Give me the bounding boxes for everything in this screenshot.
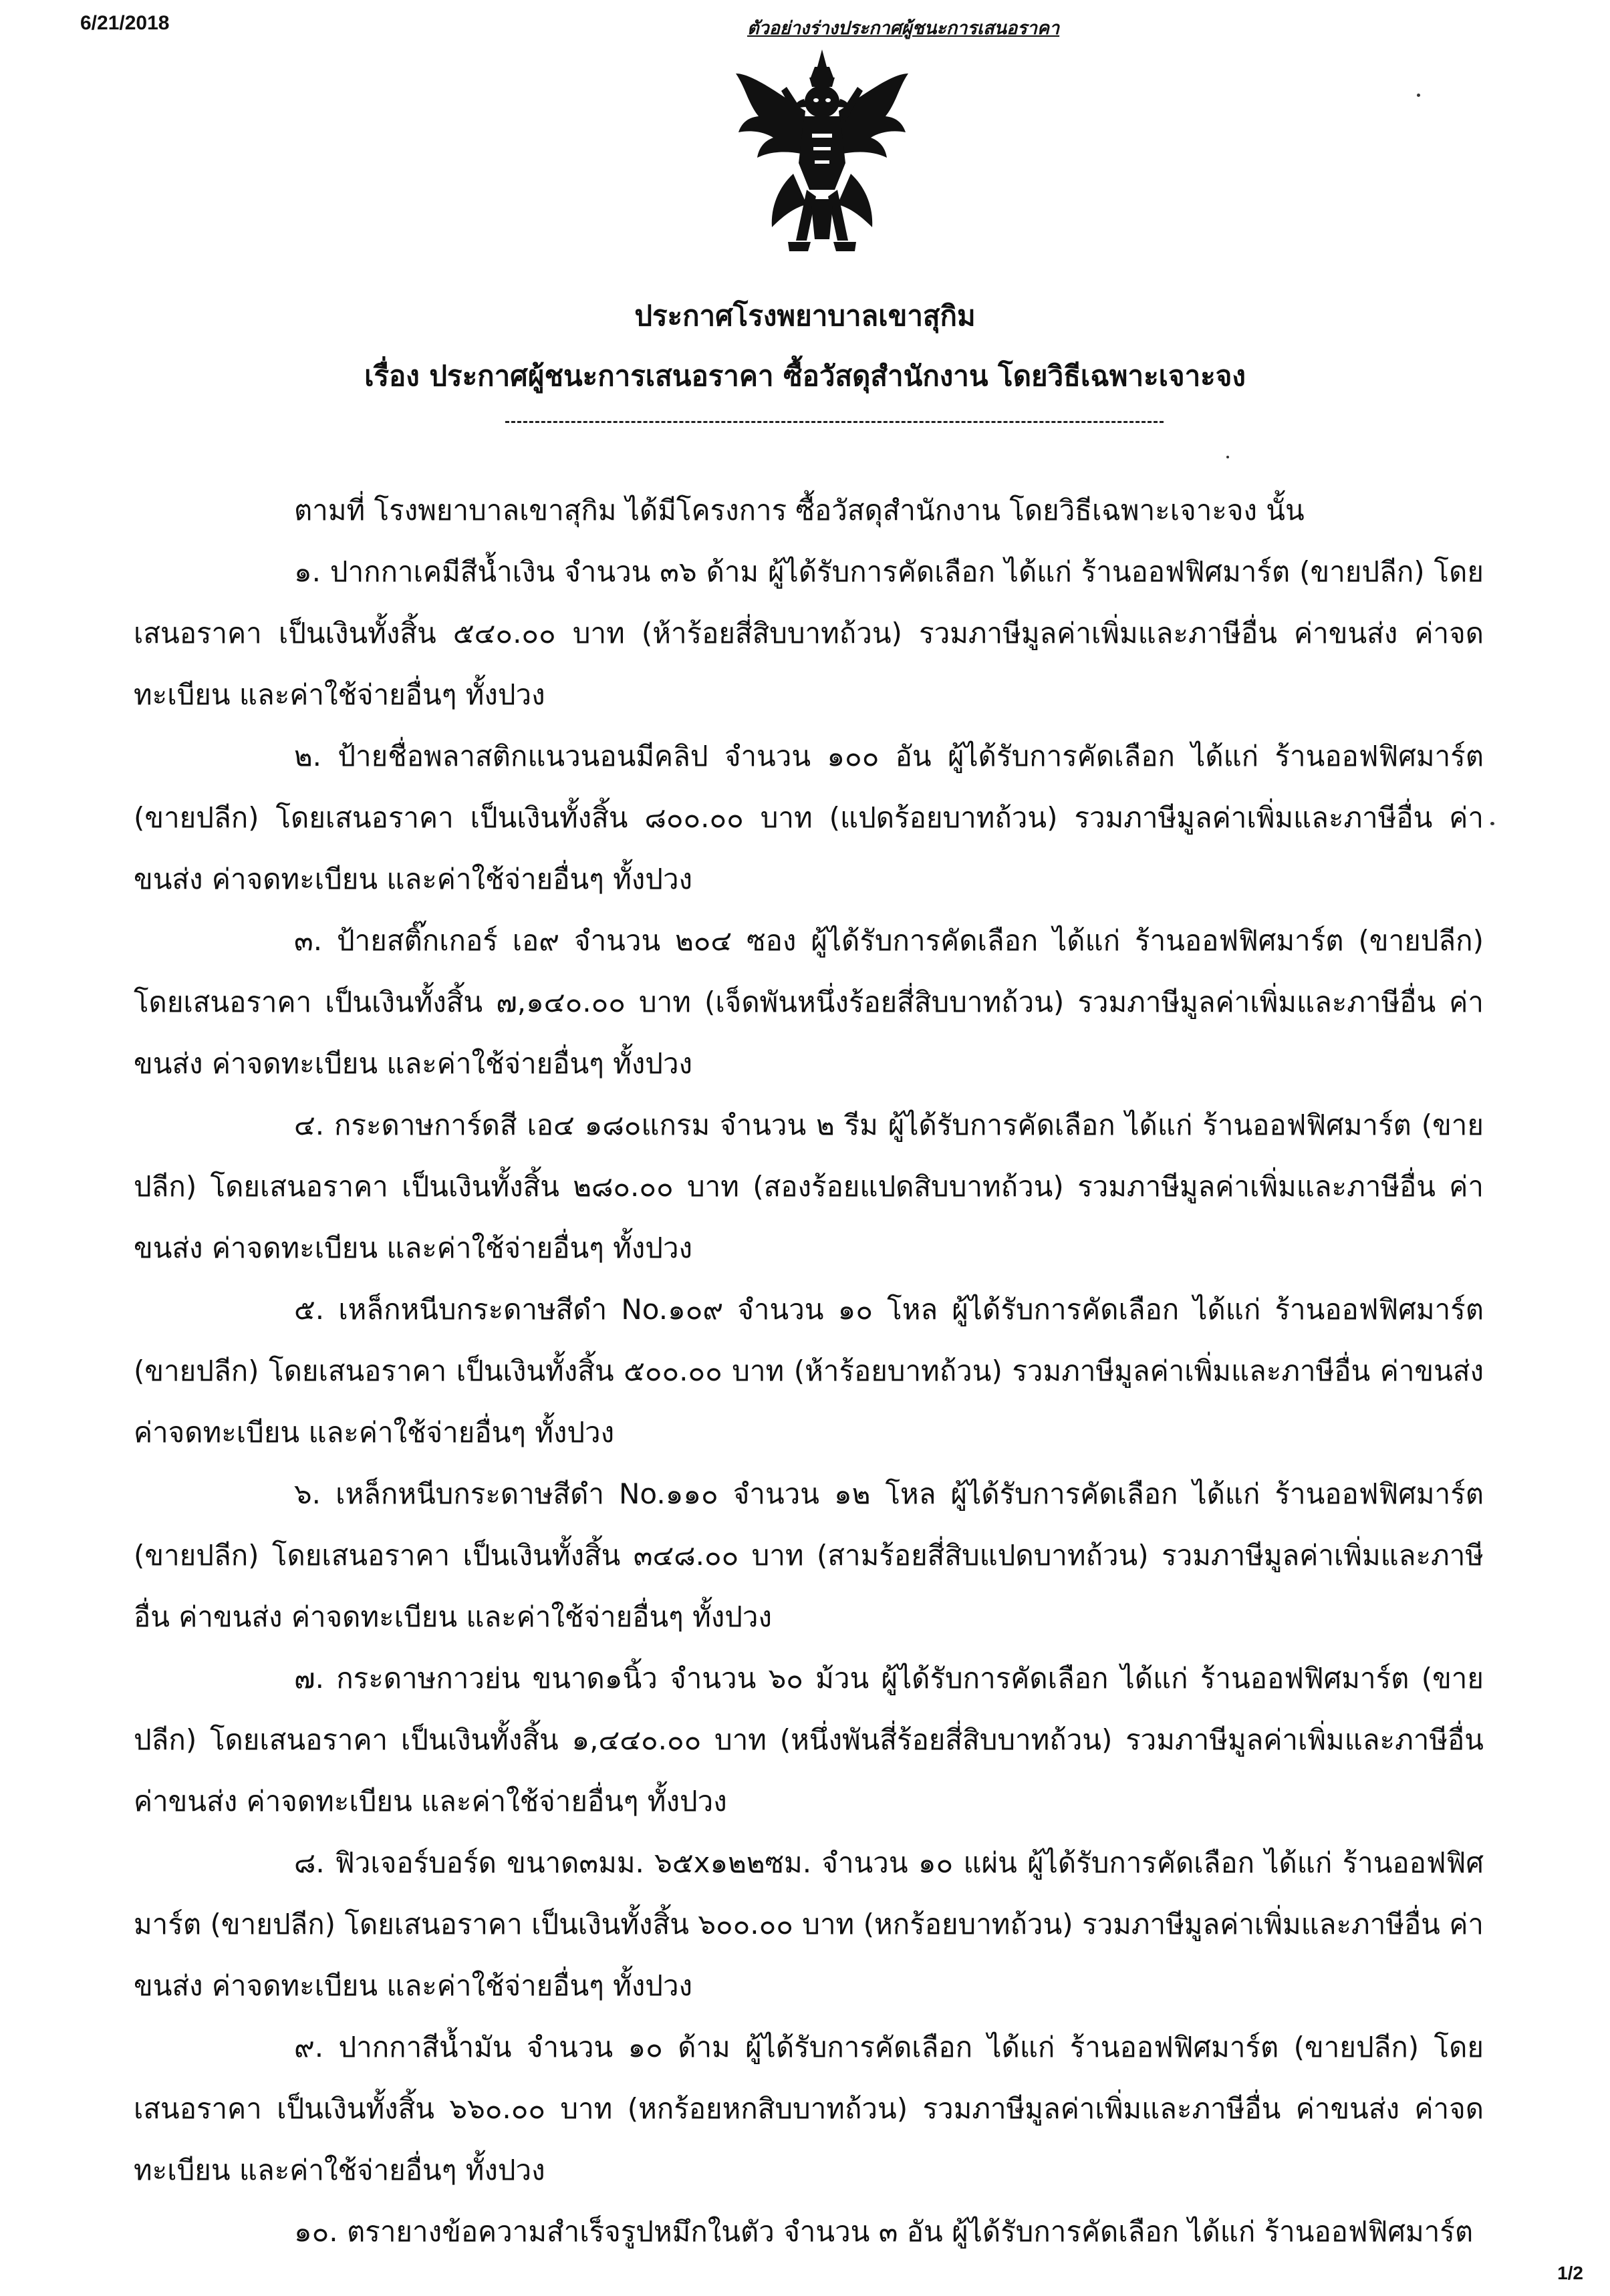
print-date: 6/21/2018 [80, 12, 170, 34]
announcement-body [134, 480, 1484, 2263]
page-number: 1/2 [1557, 2263, 1583, 2283]
item-paragraph: ๒. ป้ายชื่อพลาสติกแนวนอนมีคลิป จำนวน ๑๐๐ อัน ผู้ได้รับการคัดเลือก ได้แก่ ร้านออฟฟิศมาร์ต (ขายปลีก) โดยเสนอราคา เป็นเงินทั้งสิ้น ๘๐๐.๐๐ บาท (แปดร้อยบาทถ้วน) รวมภาษีมูลค่าเพิ่มและภาษีอื่น ค่าขนส่ง ค่าจดทะเบียน และค่าใช้จ่ายอื่นๆ ทั้งปวง [134, 740, 1484, 895]
garuda-emblem-icon [732, 47, 912, 267]
scan-speck [1490, 822, 1494, 825]
item-paragraph: ๑๐. ตรายางข้อความสำเร็จรูปหมึกในตัว จำนวน ๓ อัน ผู้ได้รับการคัดเลือก ได้แก่ ร้านออฟฟิศมาร์ต [294, 2215, 1474, 2248]
item-paragraph: ๑. ปากกาเคมีสีน้ำเงิน จำนวน ๓๖ ด้าม ผู้ได้รับการคัดเลือก ได้แก่ ร้านออฟฟิศมาร์ต (ขายปลีก) โดยเสนอราคา เป็นเงินทั้งสิ้น ๕๔๐.๐๐ บาท (ห้าร้อยสี่สิบบาทถ้วน) รวมภาษีมูลค่าเพิ่มและภาษีอื่น ค่าขนส่ง ค่าจดทะเบียน และค่าใช้จ่ายอื่นๆ ทั้งปวง [134, 555, 1484, 711]
item-paragraph: ๙. ปากกาสีน้ำมัน จำนวน ๑๐ ด้าม ผู้ได้รับการคัดเลือก ได้แก่ ร้านออฟฟิศมาร์ต (ขายปลีก) โดยเสนอราคา เป็นเงินทั้งสิ้น ๖๖๐.๐๐ บาท (หกร้อยหกสิบบาทถ้วน) รวมภาษีมูลค่าเพิ่มและภาษีอื่น ค่าขนส่ง ค่าจดทะเบียน และค่าใช้จ่ายอื่นๆ ทั้งปวง [134, 2031, 1484, 2186]
intro-paragraph: ตามที่ โรงพยาบาลเขาสุกิม ได้มีโครงการ ซื้อวัสดุสำนักงาน โดยวิธีเฉพาะเจาะจง นั้น [294, 494, 1305, 527]
scan-speck [1417, 94, 1420, 97]
item-paragraph: ๕. เหล็กหนีบกระดาษสีดำ No.๑๐๙ จำนวน ๑๐ โหล ผู้ได้รับการคัดเลือก ได้แก่ ร้านออฟฟิศมาร์ต (ขายปลีก) โดยเสนอราคา เป็นเงินทั้งสิ้น ๕๐๐.๐๐ บาท (ห้าร้อยบาทถ้วน) รวมภาษีมูลค่าเพิ่มและภาษีอื่น ค่าขนส่ง ค่าจดทะเบียน และค่าใช้จ่ายอื่นๆ ทั้งปวง [134, 1293, 1484, 1449]
item-paragraph: ๗. กระดาษกาวย่น ขนาด๑นิ้ว จำนวน ๖๐ ม้วน ผู้ได้รับการคัดเลือก ได้แก่ ร้านออฟฟิศมาร์ต (ขายปลีก) โดยเสนอราคา เป็นเงินทั้งสิ้น ๑,๔๔๐.๐๐ บาท (หนึ่งพันสี่ร้อยสี่สิบบาทถ้วน) รวมภาษีมูลค่าเพิ่มและภาษีอื่น ค่าขนส่ง ค่าจดทะเบียน และค่าใช้จ่ายอื่นๆ ทั้งปวง [134, 1662, 1484, 1818]
page-subject: เรื่อง ประกาศผู้ชนะการเสนอราคา ซื้อวัสดุสำนักงาน โดยวิธีเฉพาะเจาะจง [364, 360, 1246, 392]
draft-label: ตัวอย่างร่างประกาศผู้ชนะการเสนอราคา [747, 18, 1060, 39]
item-paragraph: ๖. เหล็กหนีบกระดาษสีดำ No.๑๑๐ จำนวน ๑๒ โหล ผู้ได้รับการคัดเลือก ได้แก่ ร้านออฟฟิศมาร์ต (ขายปลีก) โดยเสนอราคา เป็นเงินทั้งสิ้น ๓๔๘.๐๐ บาท (สามร้อยสี่สิบแปดบาทถ้วน) รวมภาษีมูลค่าเพิ่มและภาษีอื่น ค่าขนส่ง ค่าจดทะเบียน และค่าใช้จ่ายอื่นๆ ทั้งปวง [134, 1477, 1484, 1633]
item-paragraph: ๔. กระดาษการ์ดสี เอ๔ ๑๘๐แกรม จำนวน ๒ รีม ผู้ได้รับการคัดเลือก ได้แก่ ร้านออฟฟิศมาร์ต (ขายปลีก) โดยเสนอราคา เป็นเงินทั้งสิ้น ๒๘๐.๐๐ บาท (สองร้อยแปดสิบบาทถ้วน) รวมภาษีมูลค่าเพิ่มและภาษีอื่น ค่าขนส่ง ค่าจดทะเบียน และค่าใช้จ่ายอื่นๆ ทั้งปวง [134, 1109, 1484, 1264]
scan-speck [1226, 456, 1229, 458]
item-paragraph: ๘. ฟิวเจอร์บอร์ด ขนาด๓มม. ๖๕x๑๒๒ซม. จำนวน ๑๐ แผ่น ผู้ได้รับการคัดเลือก ได้แก่ ร้านออฟฟิศมาร์ต (ขายปลีก) โดยเสนอราคา เป็นเงินทั้งสิ้น ๖๐๐.๐๐ บาท (หกร้อยบาทถ้วน) รวมภาษีมูลค่าเพิ่มและภาษีอื่น ค่าขนส่ง ค่าจดทะเบียน และค่าใช้จ่ายอื่นๆ ทั้งปวง [134, 1846, 1484, 2002]
item-paragraph: ๓. ป้ายสติ๊กเกอร์ เอ๙ จำนวน ๒๐๔ ซอง ผู้ได้รับการคัดเลือก ได้แก่ ร้านออฟฟิศมาร์ต (ขายปลีก) โดยเสนอราคา เป็นเงินทั้งสิ้น ๗,๑๔๐.๐๐ บาท (เจ็ดพันหนึ่งร้อยสี่สิบบาทถ้วน) รวมภาษีมูลค่าเพิ่มและภาษีอื่น ค่าขนส่ง ค่าจดทะเบียน และค่าใช้จ่ายอื่นๆ ทั้งปวง [134, 924, 1484, 1080]
title-separator [505, 421, 1164, 423]
page-title: ประกาศโรงพยาบาลเขาสุกิม [634, 299, 976, 332]
